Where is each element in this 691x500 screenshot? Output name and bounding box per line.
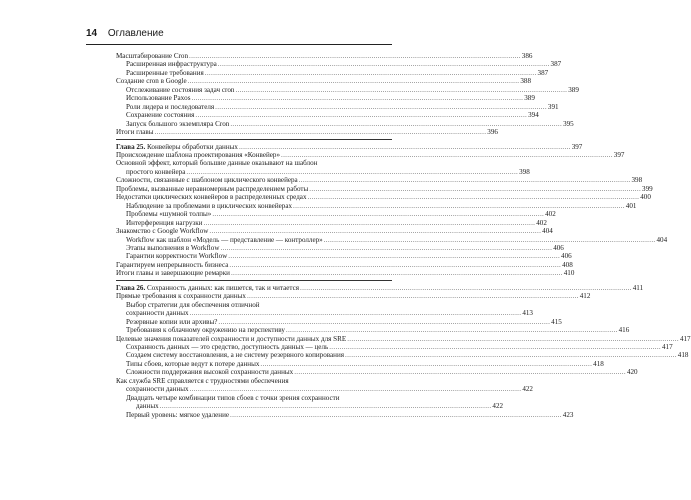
toc-entry (116, 68, 549, 77)
toc-entry-page: 388 (520, 77, 531, 86)
toc-entry-continuation (116, 167, 530, 176)
toc-entry-title: Гарантии корректности Workflow (126, 252, 228, 261)
toc-entry (116, 260, 573, 269)
toc-entry (116, 351, 689, 360)
toc-entry (116, 60, 562, 69)
toc-entry-title: данных (136, 402, 159, 411)
chapter-26-label: Глава 26. (116, 283, 146, 292)
toc-entry-page: 413 (522, 309, 533, 318)
toc-entry-title: Недостатки циклических конвейеров в распределенных средах (116, 193, 307, 202)
toc-entry (116, 334, 691, 343)
toc-entry-page: 386 (521, 52, 533, 60)
toc-entry-page: 396 (487, 128, 498, 137)
toc-entry (116, 342, 673, 351)
toc-entry-title: Основной эффект, который большие данные оказывают на шаблон (116, 159, 318, 168)
toc-entry (116, 184, 653, 193)
toc-entry (116, 227, 553, 236)
toc-entry-line (116, 394, 392, 402)
toc-entry (116, 150, 625, 159)
toc-entry-page: 417 (679, 334, 691, 343)
toc-entry-page: 416 (618, 326, 630, 335)
running-title: Оглавление (107, 28, 164, 39)
toc-entry-title: Типы сбоев, которые ведут к потере данных (126, 359, 260, 368)
toc-entry-title: Workflow как шаблон «Модель — представление — контроллер» (126, 235, 323, 244)
toc-entry-title: Целевые значения показателей сохранности и доступности данных для SRE (116, 334, 347, 343)
toc-entry (116, 119, 574, 128)
toc-entry-page: 394 (528, 111, 539, 120)
toc-entry (116, 111, 539, 120)
toc-entry-line (116, 159, 392, 167)
toc-entry-page: 389 (524, 94, 535, 103)
toc-entry-page: 423 (562, 410, 574, 419)
toc-entry (116, 176, 643, 185)
toc-entry-title: Проблемы «шумной толпы» (126, 210, 212, 219)
toc-entry-title: сохранности данных (126, 385, 189, 394)
toc-entry-page: 398 (631, 176, 643, 185)
toc-entry-continuation (116, 402, 504, 411)
toc-entry (116, 292, 591, 301)
toc-entry-page: 420 (626, 368, 638, 377)
toc-entry (116, 235, 668, 244)
toc-entry (116, 218, 547, 227)
toc-entry (116, 368, 638, 377)
toc-entry (116, 193, 651, 202)
toc-entry (116, 317, 562, 326)
toc-entry (116, 252, 572, 261)
toc-entry-title: Расширенные требования (126, 68, 204, 77)
toc-entry-page: 418 (677, 351, 689, 360)
toc-block-chapter-26-cont (116, 317, 691, 377)
toc-entry-title: Интерференция нагрузки (126, 218, 203, 227)
toc-entry-page: 410 (563, 269, 575, 278)
toc-entry-continuation (116, 309, 533, 318)
toc-entry-title: Расширенная инфраструктура (126, 60, 217, 69)
toc-entry-page: 397 (613, 150, 625, 159)
page-number: 14 (86, 28, 98, 39)
toc-block-cron (116, 52, 579, 137)
toc-entry (116, 94, 535, 103)
toc-entry-page: 404 (656, 235, 668, 244)
toc-block-chapter-26 (116, 292, 591, 301)
toc-entry-page: 391 (547, 102, 559, 111)
chapter-26-title: Сохранность данных: как пишется, так и читается (145, 283, 299, 292)
toc-entry-title: Первый уровень: мягкое удаление (126, 410, 230, 419)
toc-entry-title: Проблемы, вызванные неравномерным распределением работы (116, 184, 309, 193)
chapter-25-title: Конвейеры обработки данных (145, 142, 238, 151)
table-of-contents (116, 52, 691, 419)
toc-entry (116, 359, 604, 368)
toc-entry (116, 52, 533, 60)
toc-entry-page: 389 (568, 85, 579, 94)
toc-entry (116, 102, 559, 111)
header-rule (86, 44, 392, 45)
toc-entry-continuation (116, 385, 533, 394)
toc-entry-page: 398 (519, 167, 530, 176)
toc-entry-title: Итоги главы и завершающие ремарки (116, 269, 230, 278)
chapter-separator (116, 139, 392, 140)
toc-entry-title: Знакомство с Google Workflow (116, 227, 209, 236)
toc-entry (116, 326, 630, 335)
toc-entry (116, 410, 574, 419)
toc-entry-title: Роли лидера и последователя (126, 102, 215, 111)
toc-entry-title: Резервные копии или архивы? (126, 317, 218, 326)
toc-entry (116, 77, 531, 86)
chapter-26-heading (116, 283, 644, 292)
toc-entry-title: Как служба SRE справляется с трудностями обеспечения (116, 376, 289, 385)
toc-entry-page: 404 (542, 227, 553, 236)
toc-entry (116, 201, 637, 210)
toc-entry-page: 422 (492, 402, 504, 411)
toc-entry-page: 422 (522, 385, 533, 394)
toc-entry-title: Происхождение шаблона проектирования «Конвейер» (116, 150, 281, 159)
toc-entry-title: Использование Paxos (126, 94, 191, 103)
toc-entry (116, 210, 556, 219)
toc-entry-title: Сохранность данных — это средство, доступность данных — цель (126, 342, 329, 351)
toc-entry-page: 401 (625, 201, 637, 210)
toc-entry-line (116, 377, 392, 385)
toc-entry-title: Этапы выполнения в Workflow (126, 243, 220, 252)
toc-entry-title: Выбор стратегии для обеспечения отличной (126, 300, 260, 309)
toc-entry-title: Наблюдение за проблемами в циклических конвейерах (126, 201, 293, 210)
toc-entry-title: Требования к облачному окружению на перспективу (126, 326, 285, 335)
toc-entry-page: 417 (661, 342, 673, 351)
toc-entry-title: Запуск большого экземпляра Cron (126, 119, 230, 128)
toc-entry (116, 243, 564, 252)
chapter-25-label: Глава 25. (116, 142, 146, 151)
toc-entry-title: Гарантируем непрерывность бизнеса (116, 260, 229, 269)
toc-entry (116, 128, 498, 137)
toc-block-chapter-25 (116, 176, 668, 278)
toc-entry-page: 415 (551, 317, 562, 326)
running-header (86, 28, 386, 44)
toc-entry-page: 406 (553, 243, 564, 252)
toc-entry-page: 395 (563, 119, 574, 128)
toc-entry-title: Сложности поддержания высокой сохранности данных (126, 368, 294, 377)
toc-entry-title: простого конвейера (126, 167, 186, 176)
toc-entry (116, 85, 579, 94)
chapter-25-page: 397 (571, 142, 583, 151)
toc-entry-page: 408 (562, 260, 573, 269)
toc-entry-title: Создание cron в Google (116, 77, 187, 86)
toc-entry-page: 406 (561, 252, 572, 261)
toc-entry (116, 269, 575, 278)
toc-entry-title: сохранности данных (126, 309, 189, 318)
toc-entry-title: Прямые требования к сохранности данных (116, 292, 246, 301)
toc-entry-page: 387 (537, 68, 549, 77)
toc-entry-title: Двадцать четыре комбинации типов сбоев с точки зрения сохранности (126, 393, 340, 402)
toc-entry-page: 402 (545, 210, 556, 219)
toc-entry-title: Итоги главы (116, 128, 154, 137)
toc-entry-page: 399 (642, 184, 653, 193)
toc-entry-title: Масштабирование Cron (116, 52, 189, 60)
toc-entry-page: 402 (536, 218, 547, 227)
toc-entry-page: 418 (593, 359, 604, 368)
toc-entry-title: Создаем систему восстановления, а не систему резервного копирования (126, 351, 345, 360)
toc-entry-title: Сложности, связанные с шаблоном циклического конвейера (116, 176, 298, 185)
chapter-separator (116, 280, 392, 281)
toc-entry-line (116, 301, 392, 309)
chapter-26-page: 411 (632, 283, 644, 292)
toc-entry-page: 400 (640, 193, 651, 202)
toc-entry-page: 387 (550, 60, 562, 69)
toc-entry-title: Сохранение состояния (126, 111, 195, 120)
chapter-25-heading (116, 142, 583, 151)
toc-entry-page: 412 (579, 292, 591, 301)
toc-entry-title: Отслеживание состояния задач cron (126, 85, 235, 94)
